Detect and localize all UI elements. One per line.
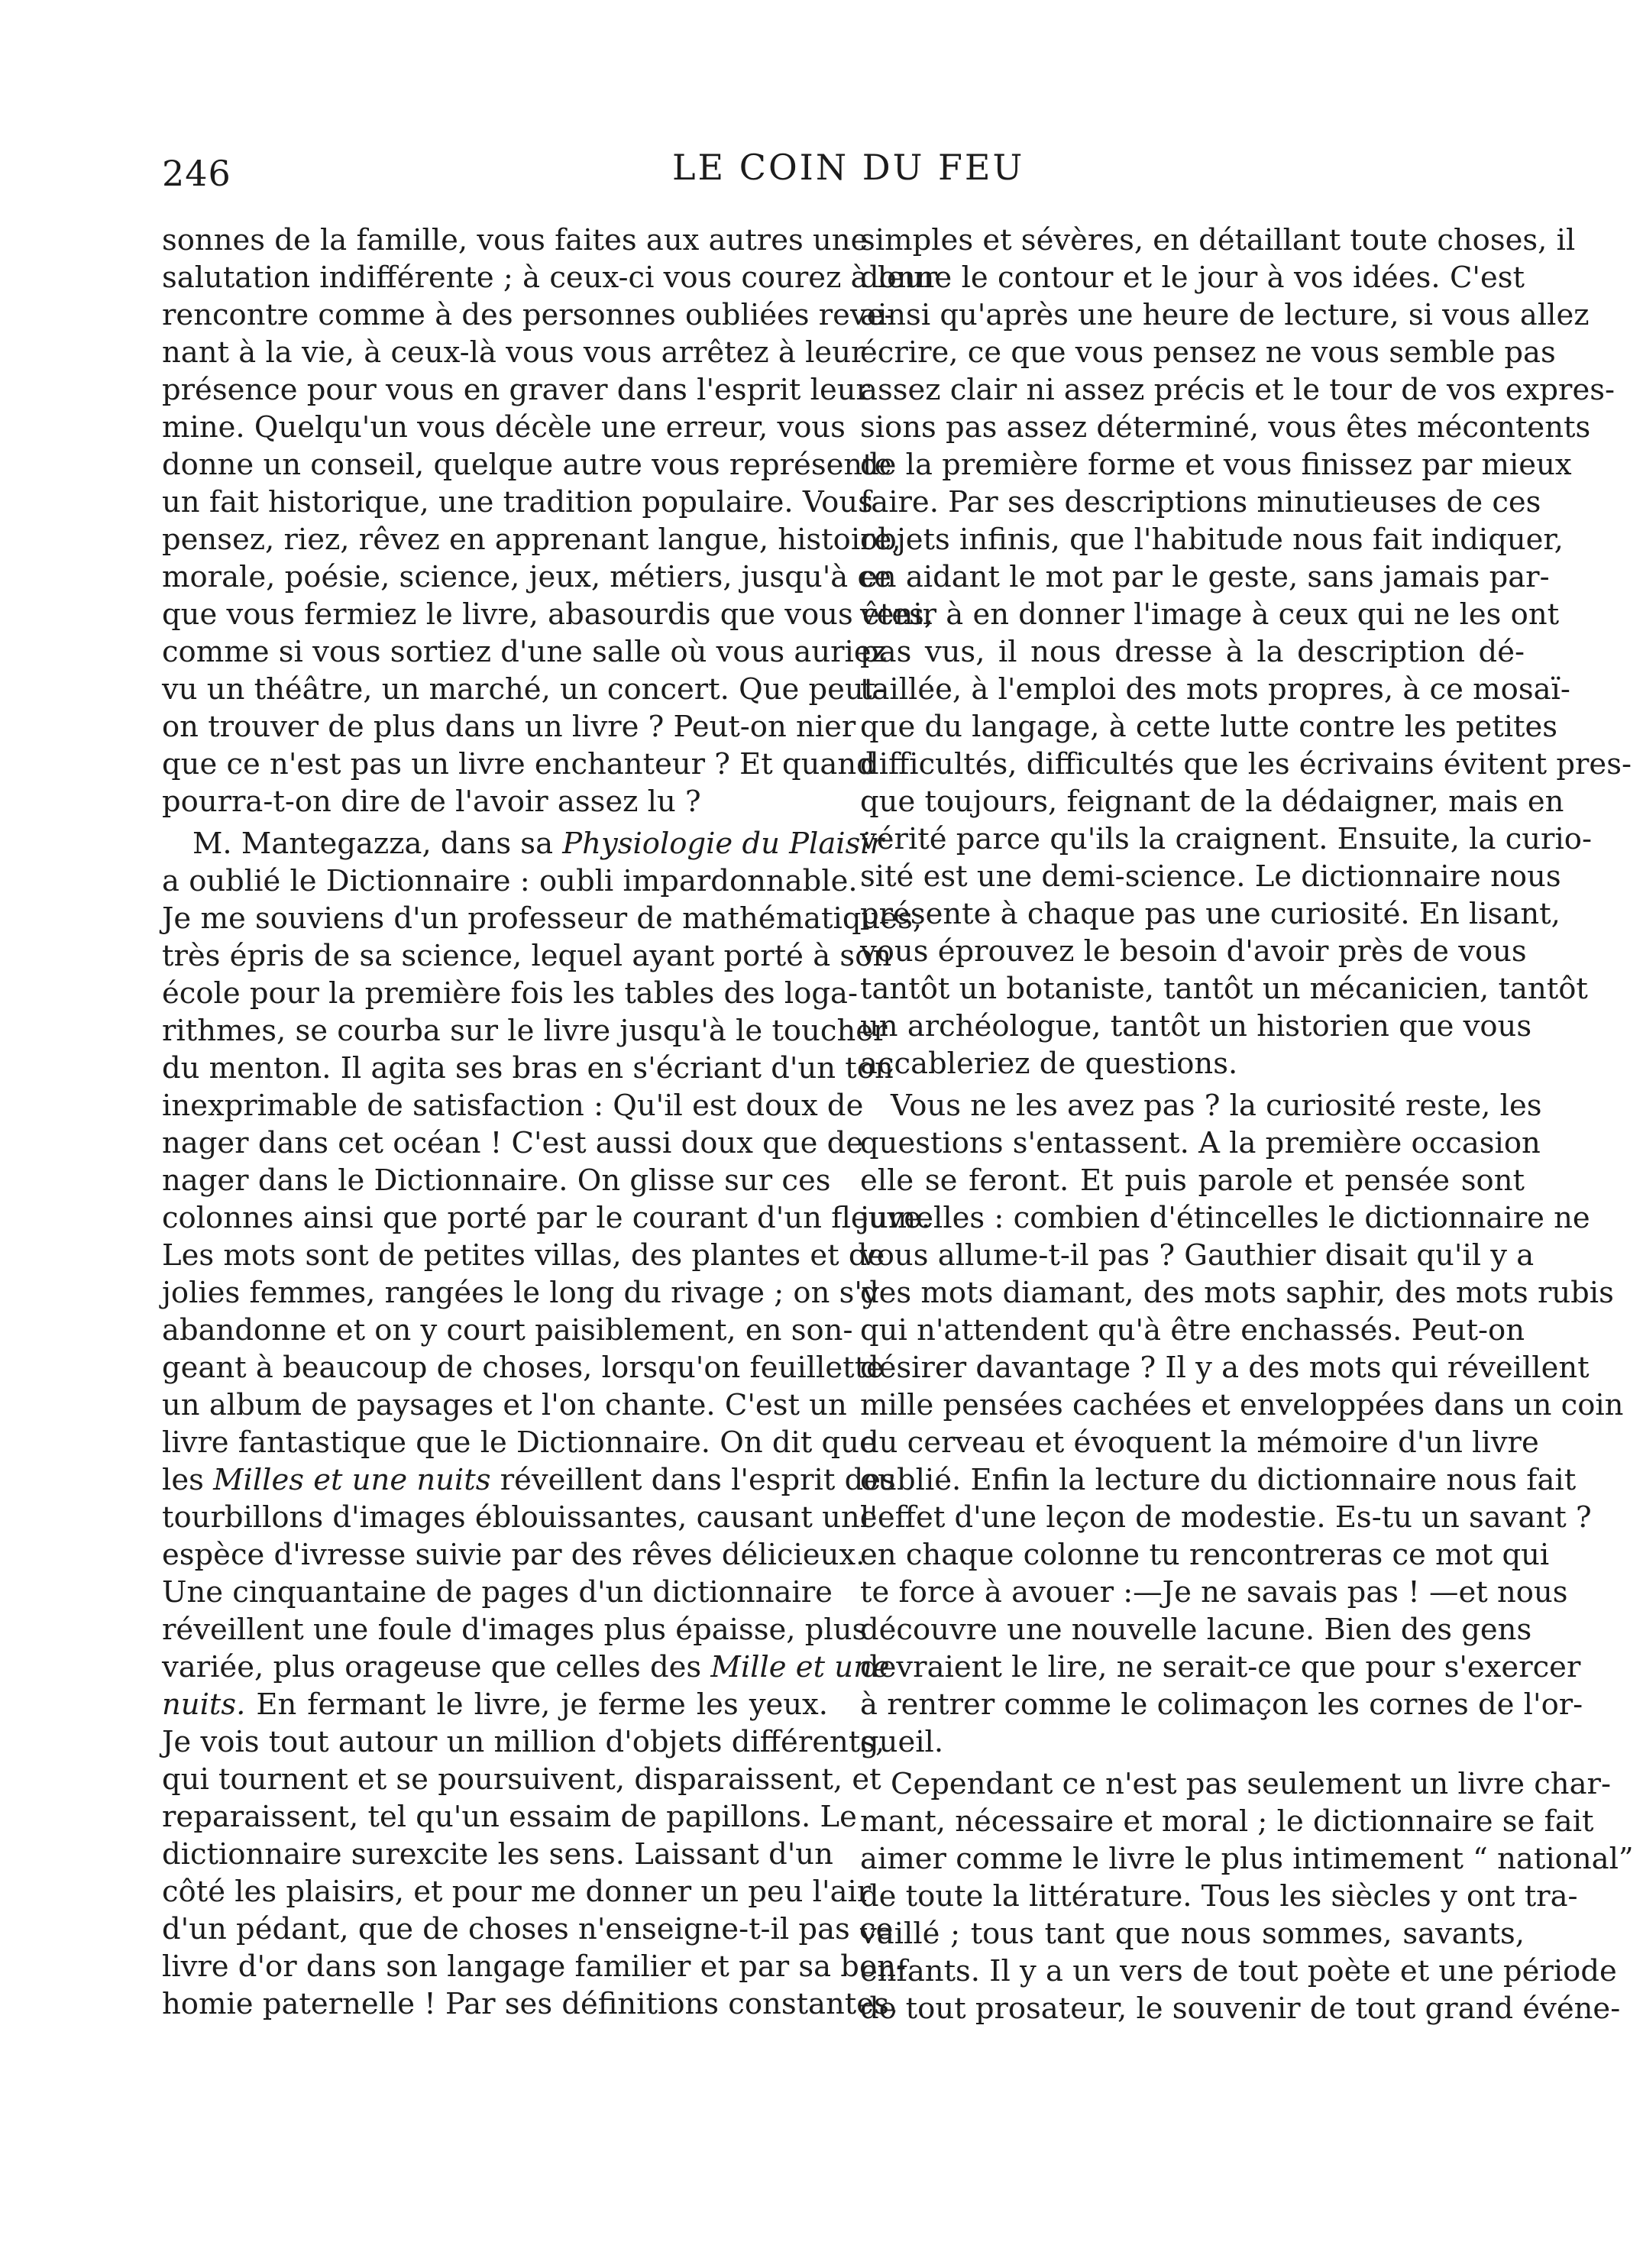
text-line <box>860 933 1525 970</box>
line-text: découvre une nouvelle lacune. Bien des gens <box>860 1613 1532 1647</box>
line-text: morale, poésie, science, jeux, métiers, jusqu'à ce <box>162 560 891 594</box>
line-text: de toute la littérature. Tous les siècles y ont tra- <box>860 1879 1578 1914</box>
text-line <box>860 820 1592 858</box>
text-line <box>860 783 1564 820</box>
text-line <box>162 521 901 558</box>
line-text: pourra-t-on dire de l'avoir assez lu ? <box>162 785 701 819</box>
line-text: de la première forme et vous finissez par mieux <box>860 448 1572 482</box>
text-line <box>860 1990 1621 2027</box>
line-text: livre fantastique que le Dictionnaire. On dit que <box>162 1425 877 1460</box>
running-title: LE COIN DU FEU <box>672 147 1025 188</box>
line-text: écrire, ce que vous pensez ne vous semble pas <box>860 335 1556 370</box>
line-text: mille pensées cachées et enveloppées dans un coin <box>860 1388 1624 1422</box>
text-line <box>860 1574 1568 1611</box>
line-text: on trouver de plus dans un livre ? Peut-on nier <box>162 710 856 744</box>
text-line <box>860 1648 1581 1686</box>
text-line <box>860 1686 1583 1723</box>
line-text: a oublié le Dictionnaire : oubli impardonnable. <box>162 864 858 898</box>
line-text: vous éprouvez le besoin d'avoir près de vous <box>860 934 1527 969</box>
text-line <box>860 1878 1578 1915</box>
line-text: du menton. Il agita ses bras en s'écriant d'un ton <box>162 1051 894 1085</box>
text-line <box>860 1008 1532 1045</box>
right-text-column <box>860 222 1634 2027</box>
line-text: rithmes, se courba sur le livre jusqu'à le toucher <box>162 1014 888 1048</box>
text-line <box>860 484 1541 521</box>
line-text-after: réveillent dans l'esprit des <box>490 1463 896 1497</box>
italic-title: Milles et une nuits <box>213 1463 491 1497</box>
text-line <box>860 521 1564 558</box>
text-line <box>162 446 892 484</box>
text-line <box>860 1162 1525 1199</box>
line-text: pas vus, il nous dresse à la description dé- <box>860 635 1525 669</box>
line-text: difficultés, difficultés que les écrivains évitent pres- <box>860 747 1632 781</box>
text-line <box>162 222 868 259</box>
line-text: du cerveau et évoquent la mémoire d'un livre <box>860 1425 1539 1460</box>
line-text: tourbillons d'images éblouissantes, causant une <box>162 1500 878 1535</box>
line-text: côté les plaisirs, et pour me donner un peu l'air <box>162 1875 872 1909</box>
text-line <box>162 596 933 633</box>
line-text: oublié. Enfin la lecture du dictionnaire nous fait <box>860 1463 1577 1497</box>
line-text: elle se feront. Et puis parole et pensée sont <box>860 1163 1525 1198</box>
text-line <box>860 1723 1525 1761</box>
text-line <box>162 1386 847 1424</box>
text-line <box>162 409 846 446</box>
line-text: simples et sévères, en détaillant toute choses, il <box>860 223 1576 257</box>
line-text: vu un théâtre, un marché, un concert. Que peut- <box>162 672 886 707</box>
text-line <box>162 1012 888 1050</box>
text-line <box>860 1536 1550 1574</box>
text-line <box>860 222 1576 259</box>
line-text: mant, nécessaire et moral ; le dictionnaire se fait <box>860 1804 1594 1839</box>
line-text: accableriez de questions. <box>860 1047 1238 1081</box>
text-line <box>162 296 894 334</box>
line-text: questions s'entassent. A la première occasion <box>860 1126 1541 1160</box>
text-line <box>162 371 870 409</box>
line-text: comme si vous sortiez d'une salle où vous auriez <box>162 635 887 669</box>
text-line <box>162 1686 828 1723</box>
line-text: Une cinquantaine de pages d'un dictionnaire <box>162 1575 833 1610</box>
line-text: qui tournent et se poursuivent, disparaissent, et <box>162 1762 881 1797</box>
line-text: désirer davantage ? Il y a des mots qui réveillent <box>860 1351 1590 1385</box>
text-line <box>162 1087 864 1124</box>
text-line <box>860 746 1632 783</box>
text-line <box>162 1461 896 1499</box>
line-text: présence pour vous en graver dans l'esprit leur <box>162 373 870 407</box>
text-line <box>860 970 1588 1008</box>
text-line <box>860 334 1556 371</box>
line-text: venir à en donner l'image à ceux qui ne les ont <box>860 597 1560 632</box>
line-text: que toujours, feignant de la dédaigner, mais en <box>860 785 1564 819</box>
line-text: salutation indifférente ; à ceux-ci vous courez à leur <box>162 260 938 295</box>
text-line <box>860 1124 1541 1162</box>
text-line <box>860 1349 1590 1386</box>
line-text: nager dans le Dictionnaire. On glisse sur ces <box>162 1163 831 1198</box>
line-text: tantôt un botaniste, tantôt un mécanicien, tantôt <box>860 972 1588 1006</box>
line-text: sions pas assez déterminé, vous êtes mécontents <box>860 410 1591 445</box>
text-line <box>860 1424 1539 1461</box>
text-line <box>162 259 938 296</box>
text-line <box>162 1536 865 1574</box>
text-line <box>860 259 1525 296</box>
text-line <box>162 746 875 783</box>
italic-title: Physiologie du Plaisir <box>562 827 885 861</box>
text-line <box>162 1274 879 1312</box>
text-line <box>162 671 886 708</box>
line-text: Je vois tout autour un million d'objets différents, <box>162 1725 885 1759</box>
text-line <box>162 1050 894 1087</box>
line-text: un album de paysages et l'on chante. C'est un <box>162 1388 847 1422</box>
text-line <box>162 1237 885 1274</box>
line-text: qui n'attendent qu'à être enchassés. Peut-on <box>860 1313 1525 1348</box>
text-line <box>860 446 1572 484</box>
line-text: colonnes ainsi que porté par le courant d'un fleuve. <box>162 1201 931 1235</box>
text-line <box>162 1910 894 1948</box>
text-line <box>860 1274 1614 1312</box>
text-line <box>860 1087 1542 1124</box>
text-line <box>860 371 1615 409</box>
text-line <box>162 1761 881 1798</box>
text-line <box>162 1349 884 1386</box>
line-text: que du langage, à cette lutte contre les petites <box>860 710 1558 744</box>
line-text: gueil. <box>860 1725 944 1759</box>
text-line <box>860 1312 1525 1349</box>
line-text: inexprimable de satisfaction : Qu'il est doux de <box>162 1089 864 1123</box>
line-text: nant à la vie, à ceux-là vous vous arrêtez à leur <box>162 335 865 370</box>
text-line <box>860 895 1561 933</box>
line-text: vérité parce qu'ils la craignent. Ensuite, la curio- <box>860 822 1592 856</box>
line-text: devraient le lire, ne serait-ce que pour s'exercer <box>860 1650 1581 1684</box>
italic-title: Mille et une <box>710 1650 890 1684</box>
line-text: rencontre comme à des personnes oubliées reve- <box>162 298 894 332</box>
text-line <box>860 558 1550 596</box>
text-line <box>860 1953 1617 1990</box>
italic-title: nuits. <box>162 1687 246 1722</box>
line-text: en aidant le mot par le geste, sans jamais par- <box>860 560 1550 594</box>
line-text: Vous ne les avez pas ? la curiosité reste, les <box>891 1089 1542 1123</box>
text-line <box>860 1199 1590 1237</box>
line-text: te force à avouer :—Je ne savais pas ! —et nous <box>860 1575 1568 1610</box>
text-line <box>162 1723 885 1761</box>
text-line <box>860 1840 1634 1878</box>
text-line <box>162 862 858 900</box>
line-text: des mots diamant, des mots saphir, des mots rubis <box>860 1276 1614 1310</box>
text-line <box>860 858 1561 895</box>
line-text: donne un conseil, quelque autre vous représente <box>162 448 892 482</box>
line-text: d'un pédant, que de choses n'enseigne-t-il pas ce <box>162 1912 894 1946</box>
line-text: les <box>162 1463 214 1497</box>
line-text: en chaque colonne tu rencontreras ce mot qui <box>860 1538 1550 1572</box>
text-line <box>162 633 887 671</box>
text-line <box>162 1873 872 1910</box>
text-line <box>162 975 859 1012</box>
text-line <box>162 1798 857 1836</box>
line-text: taillée, à l'emploi des mots propres, à ce mosaï- <box>860 672 1570 707</box>
text-line <box>860 596 1560 633</box>
line-text: à rentrer comme le colimaçon les cornes de l'or- <box>860 1687 1583 1722</box>
line-text: assez clair ni assez précis et le tour de vos expres- <box>860 373 1615 407</box>
line-text: jumelles : combien d'étincelles le dictionnaire ne <box>860 1201 1590 1235</box>
text-line <box>162 1312 853 1349</box>
line-text: Je me souviens d'un professeur de mathématiques, <box>162 901 923 936</box>
line-text: de tout prosateur, le souvenir de tout grand événe- <box>860 1991 1621 2026</box>
line-text: que vous fermiez le livre, abasourdis que vous êtes, <box>162 597 933 632</box>
line-text: livre d'or dans son langage familier et par sa bon- <box>162 1949 906 1984</box>
text-line <box>162 1199 931 1237</box>
line-text: enfants. Il y a un vers de tout poète et une période <box>860 1954 1617 1988</box>
text-line <box>860 1461 1577 1499</box>
text-line <box>162 1648 890 1686</box>
text-line <box>162 900 923 937</box>
text-line <box>162 1948 906 1985</box>
line-text: école pour la première fois les tables des loga- <box>162 976 859 1011</box>
line-text: pensez, riez, rêvez en apprenant langue, histoire, <box>162 523 901 557</box>
text-line <box>162 334 865 371</box>
line-text-after: En fermant le livre, je ferme les yeux. <box>245 1687 828 1722</box>
text-line <box>162 1611 868 1648</box>
line-text: vaillé ; tous tant que nous sommes, savants, <box>860 1917 1525 1951</box>
line-text: variée, plus orageuse que celles des <box>162 1650 711 1684</box>
line-text: dictionnaire surexcite les sens. Laissant d'un <box>162 1837 833 1872</box>
line-text: M. Mantegazza, dans sa <box>192 827 563 861</box>
text-line <box>860 633 1525 671</box>
line-text: ainsi qu'après une heure de lecture, si vous allez <box>860 298 1590 332</box>
line-text: l'effet d'une leçon de modestie. Es-tu un savant ? <box>860 1500 1592 1535</box>
line-text: Les mots sont de petites villas, des plantes et de <box>162 1238 885 1273</box>
text-line <box>162 1985 899 2023</box>
line-text: faire. Par ses descriptions minutieuses de ces <box>860 485 1541 519</box>
line-text: présente à chaque pas une curiosité. En lisant, <box>860 897 1561 931</box>
page-number: 246 <box>162 153 231 194</box>
text-line <box>860 1915 1525 1953</box>
line-text: réveillent une foule d'images plus épaisse, plus <box>162 1613 868 1647</box>
line-text: geant à beaucoup de choses, lorsqu'on feuillette <box>162 1351 884 1385</box>
line-text: un fait historique, une tradition populaire. Vous <box>162 485 873 519</box>
text-line <box>860 1237 1535 1274</box>
text-line <box>162 1499 878 1536</box>
line-text: vous allume-t-il pas ? Gauthier disait qu'il y a <box>860 1238 1535 1273</box>
text-line <box>162 1574 833 1611</box>
text-line <box>860 1611 1532 1648</box>
text-line <box>162 937 892 975</box>
text-line <box>860 409 1591 446</box>
text-line <box>162 783 828 820</box>
line-text: reparaissent, tel qu'un essaim de papillons. Le <box>162 1800 857 1834</box>
text-line <box>162 1424 877 1461</box>
text-line <box>162 484 873 521</box>
line-text: aimer comme le livre le plus intimement “ national” <box>860 1842 1634 1876</box>
text-line <box>860 708 1558 746</box>
text-line <box>860 296 1590 334</box>
line-text: Cependant ce n'est pas seulement un livre char- <box>891 1767 1611 1801</box>
text-line <box>860 671 1570 708</box>
line-text: un archéologue, tantôt un historien que vous <box>860 1009 1532 1043</box>
text-line <box>860 1499 1592 1536</box>
line-text: donne le contour et le jour à vos idées. C'est <box>860 260 1525 295</box>
line-text: sonnes de la famille, vous faites aux autres une <box>162 223 868 257</box>
text-line <box>860 1045 1525 1082</box>
text-line <box>860 1803 1594 1840</box>
text-line <box>162 1162 831 1199</box>
line-text: très épris de sa science, lequel ayant porté à son <box>162 939 892 973</box>
text-line <box>162 708 856 746</box>
line-text: homie paternelle ! Par ses définitions constantes, <box>162 1987 899 2021</box>
line-text: que ce n'est pas un livre enchanteur ? Et quand <box>162 747 875 781</box>
line-text: sité est une demi-science. Le dictionnaire nous <box>860 859 1561 894</box>
text-line <box>162 558 891 596</box>
line-text: mine. Quelqu'un vous décèle une erreur, vous <box>162 410 846 445</box>
line-text: abandonne et on y court paisiblement, en son- <box>162 1313 853 1348</box>
text-line <box>860 1765 1611 1803</box>
line-text: objets infinis, que l'habitude nous fait indiquer, <box>860 523 1564 557</box>
text-line <box>162 825 885 862</box>
text-line <box>162 1836 833 1873</box>
line-text: nager dans cet océan ! C'est aussi doux que de <box>162 1126 864 1160</box>
text-line <box>162 1124 864 1162</box>
line-text: jolies femmes, rangées le long du rivage ; on s'y <box>162 1276 879 1310</box>
line-text: espèce d'ivresse suivie par des rêves délicieux. <box>162 1538 865 1572</box>
text-line <box>860 1386 1624 1424</box>
